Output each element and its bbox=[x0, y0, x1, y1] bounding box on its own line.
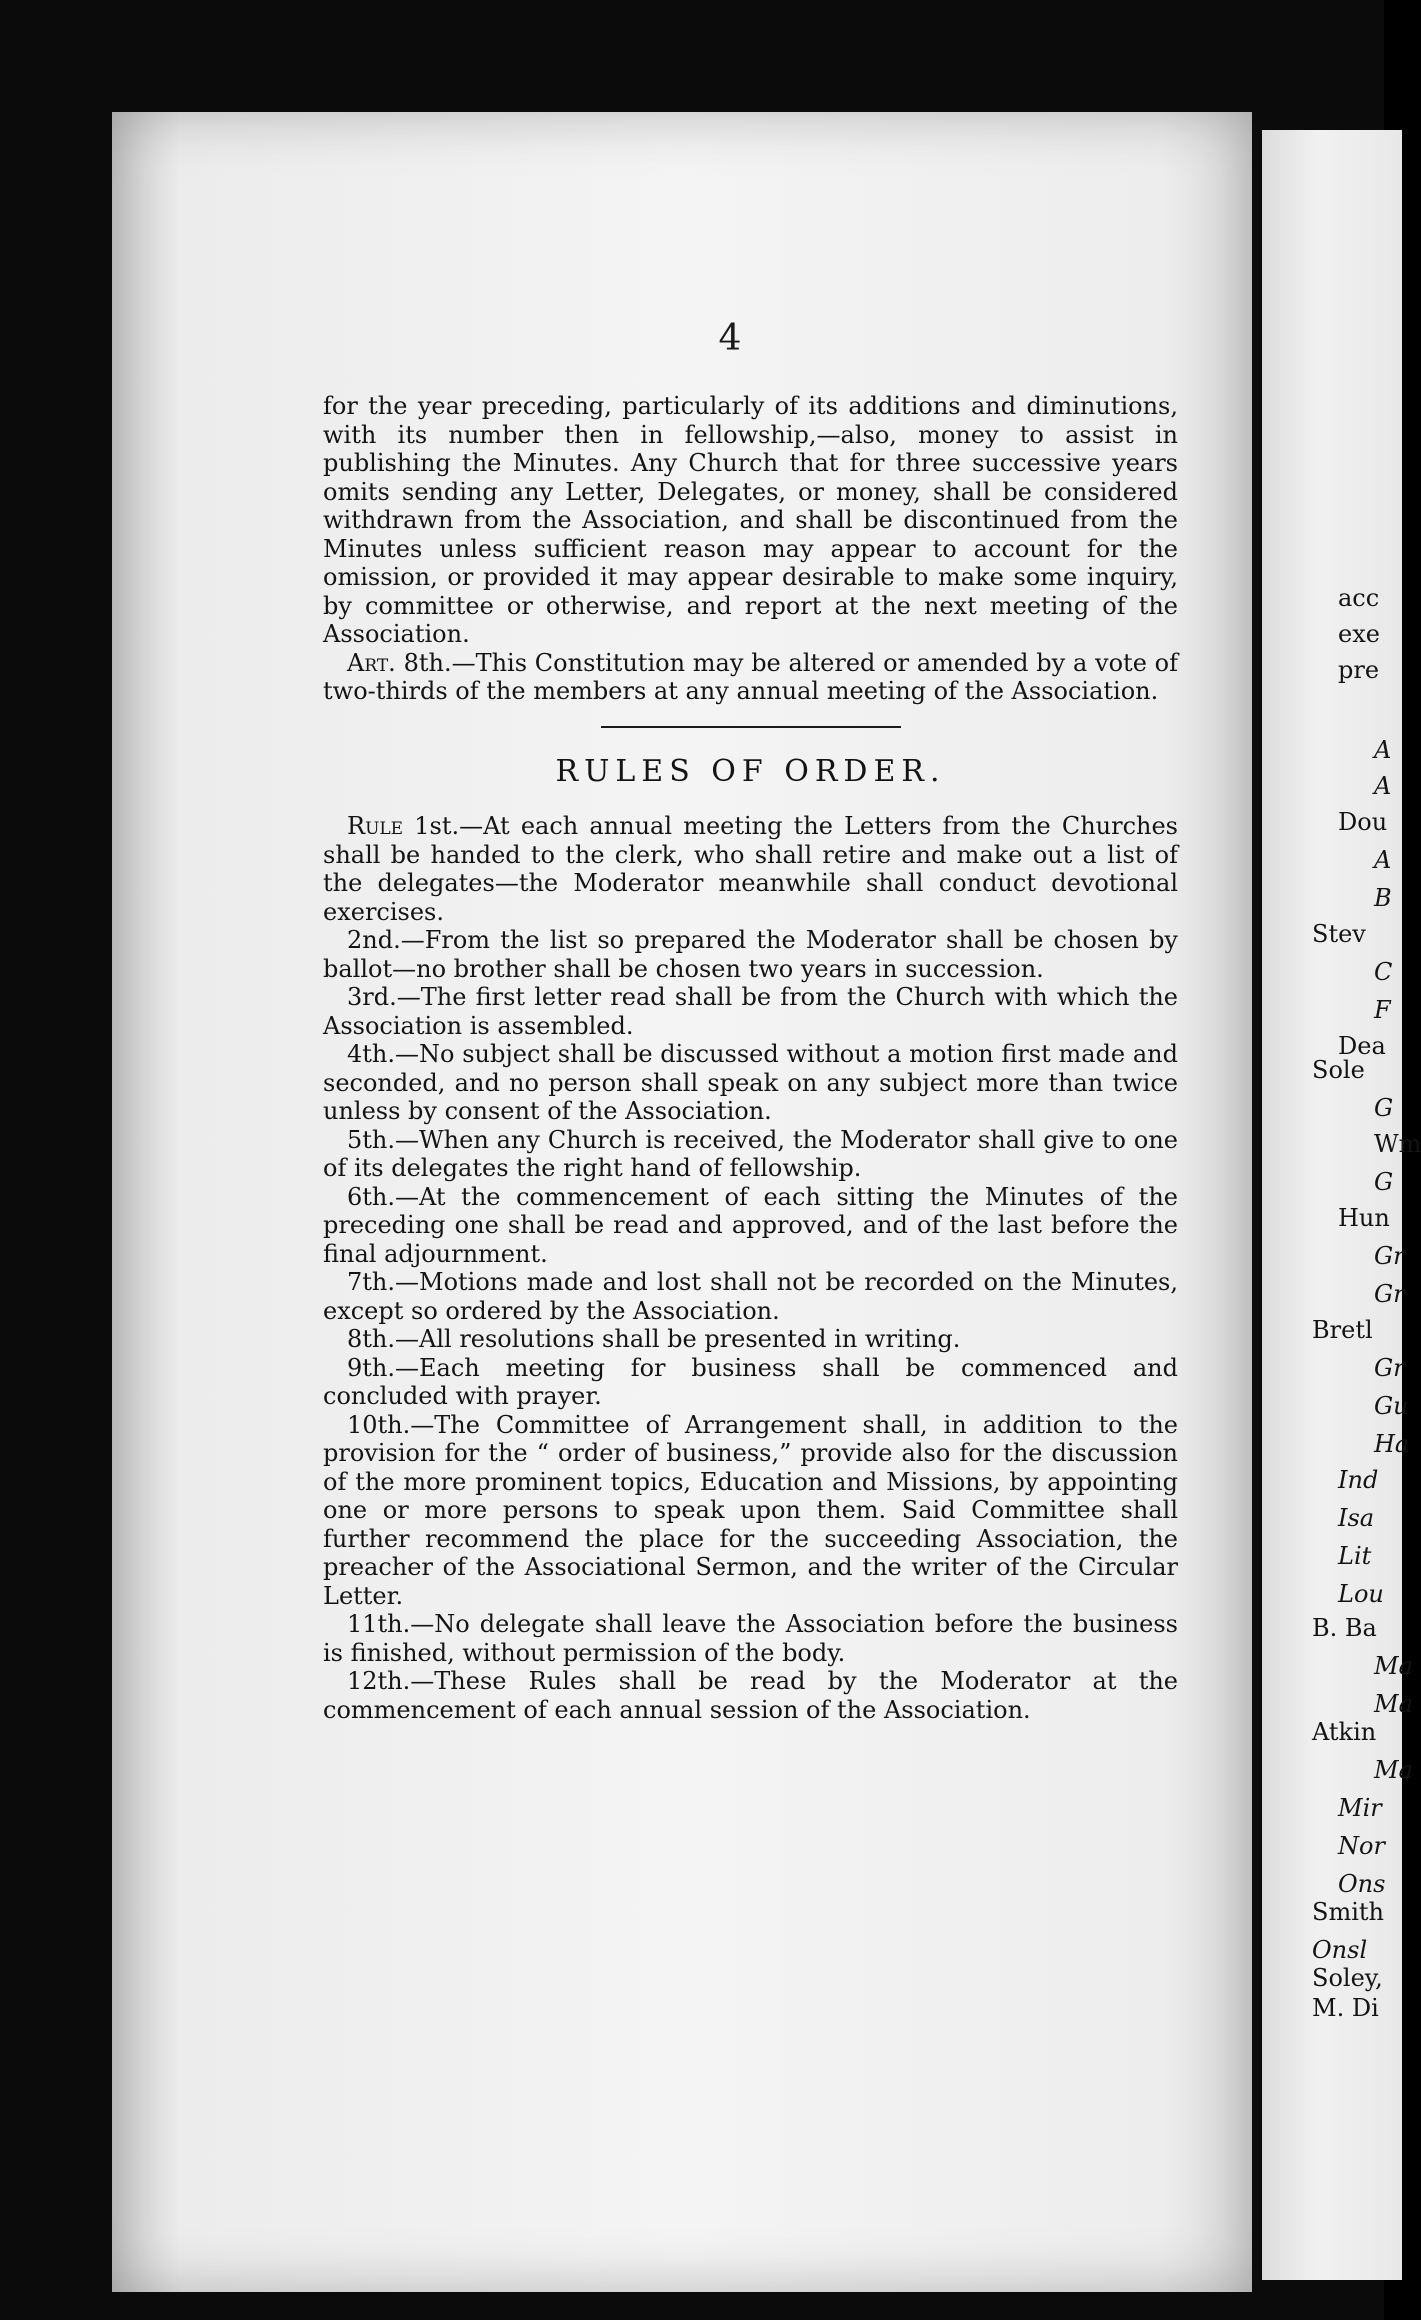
right-column-fragment: A bbox=[1374, 736, 1392, 764]
right-column-fragment: Lit bbox=[1338, 1542, 1372, 1570]
section-divider bbox=[601, 726, 901, 728]
rule-lead: Rule bbox=[347, 812, 404, 840]
right-column-fragment: Atkin bbox=[1312, 1718, 1377, 1746]
rule-text: 11th.—No delegate shall leave the Association before the business is finished, without permission of the body. bbox=[323, 1610, 1178, 1667]
right-column-fragment: exe bbox=[1338, 620, 1380, 648]
right-column-fragment: pre bbox=[1338, 656, 1380, 684]
constitution-continuation bbox=[323, 392, 1178, 706]
rule-paragraph bbox=[323, 1183, 1178, 1269]
right-column-fragment: Smith bbox=[1312, 1898, 1384, 1926]
rule-text: 6th.—At the commencement of each sitting the Minutes of the preceding one shall be read and approved, and of the last before the final adjournment. bbox=[323, 1182, 1178, 1268]
right-column-fragment: Mir bbox=[1338, 1794, 1382, 1822]
rule-text: 1st.—At each annual meeting the Letters from the Churches shall be handed to the clerk, who shall retire and make out a list of the delegates—the Moderator meanwhile shall conduct devotional exercises. bbox=[323, 812, 1178, 926]
constitution-paragraph bbox=[323, 649, 1178, 706]
right-column-fragment: Soley, bbox=[1312, 1964, 1383, 1992]
right-column-fragment: Ma bbox=[1374, 1652, 1413, 1680]
rule-paragraph bbox=[323, 1040, 1178, 1126]
right-column-fragment: Ons bbox=[1338, 1870, 1386, 1898]
rule-paragraph bbox=[323, 1354, 1178, 1411]
right-column-fragment: C bbox=[1374, 958, 1393, 986]
right-column-fragment: Lou bbox=[1338, 1580, 1384, 1608]
right-page-column-fragments bbox=[1290, 0, 1421, 2320]
rule-text: 4th.—No subject shall be discussed without a motion first made and seconded, and no person shall speak on any subject more than twice unless by consent of the Association. bbox=[323, 1040, 1178, 1125]
right-column-fragment: Isa bbox=[1338, 1504, 1375, 1532]
right-column-fragment: A bbox=[1374, 846, 1392, 874]
rule-paragraph bbox=[323, 1610, 1178, 1667]
rule-paragraph bbox=[323, 1411, 1178, 1611]
right-column-fragment: Hun bbox=[1338, 1204, 1390, 1232]
rule-text: 5th.—When any Church is received, the Moderator shall give to one of its delegates the right hand of fellowship. bbox=[323, 1125, 1178, 1182]
right-column-fragment: G bbox=[1374, 1168, 1394, 1196]
right-column-fragment: Gr bbox=[1374, 1242, 1405, 1270]
right-column-fragment: Wm bbox=[1374, 1130, 1421, 1158]
right-column-fragment: Ma bbox=[1374, 1690, 1413, 1718]
right-column-fragment: Gr bbox=[1374, 1280, 1405, 1308]
right-column-fragment: A bbox=[1374, 772, 1392, 800]
rule-paragraph bbox=[323, 926, 1178, 983]
rule-paragraph bbox=[323, 812, 1178, 926]
rule-paragraph bbox=[323, 983, 1178, 1040]
rule-text: 10th.—The Committee of Arrangement shall, in addition to the provision for the “ order of business,” provide also for the discussion of the more prominent topics, Education and Missions, by appointing one or more persons to speak upon them. Said Committee shall further recommend the place for the succeeding Association, the preacher of the Associational Sermon, and the writer of the Circular Letter. bbox=[323, 1410, 1178, 1610]
right-column-fragment: Gu bbox=[1374, 1392, 1409, 1420]
rule-text: 3rd.—The first letter read shall be from the Church with which the Association is assembled. bbox=[323, 983, 1178, 1040]
constitution-text: 8th.—This Constitution may be altered or amended by a vote of two-thirds of the members at any annual meeting of the Association. bbox=[323, 648, 1178, 705]
rule-paragraph bbox=[323, 1126, 1178, 1183]
right-column-fragment: B bbox=[1374, 884, 1392, 912]
right-column-fragment: Dea bbox=[1338, 1032, 1386, 1060]
right-column-fragment: Ha bbox=[1374, 1430, 1410, 1458]
rule-text: 2nd.—From the list so prepared the Moderator shall be chosen by ballot—no brother shall be chosen two years in succession. bbox=[323, 926, 1178, 983]
right-column-fragment: Gr bbox=[1374, 1354, 1405, 1382]
right-column-fragment: Ma bbox=[1374, 1756, 1413, 1784]
constitution-text: for the year preceding, particularly of its additions and diminutions, with its number then in fellowship,—also, money to assist in publishing the Minutes. Any Church that for three successive years omits sending any Letter, Delegates, or money, shall be considered withdrawn from the Association, and shall be discontinued from the Minutes unless sufficient reason may appear to account for the omission, or provided it may appear desirable to make some inquiry, by committee or otherwise, and report at the next meeting of the Association. bbox=[323, 392, 1178, 648]
section-heading: RULES OF ORDER. bbox=[555, 753, 946, 789]
right-column-fragment: Bretl bbox=[1312, 1316, 1373, 1344]
rules-list bbox=[323, 812, 1178, 1724]
rule-paragraph bbox=[323, 1667, 1178, 1724]
right-column-fragment: G bbox=[1374, 1094, 1394, 1122]
constitution-lead: Art. bbox=[347, 648, 396, 677]
right-column-fragment: acc bbox=[1338, 584, 1380, 612]
right-column-fragment: Nor bbox=[1338, 1832, 1385, 1860]
right-column-fragment: Onsl bbox=[1312, 1936, 1368, 1964]
rule-text: 8th.—All resolutions shall be presented in writing. bbox=[347, 1325, 961, 1353]
rule-paragraph bbox=[323, 1268, 1178, 1325]
right-column-fragment: Dou bbox=[1338, 808, 1388, 836]
constitution-paragraph bbox=[323, 392, 1178, 649]
rule-text: 12th.—These Rules shall be read by the Moderator at the commencement of each annual session of the Association. bbox=[323, 1667, 1178, 1724]
right-column-fragment: M. Di bbox=[1312, 1994, 1379, 2022]
rule-text: 7th.—Motions made and lost shall not be recorded on the Minutes, except so ordered by the Association. bbox=[323, 1268, 1178, 1325]
page-number: 4 bbox=[718, 318, 742, 359]
rule-paragraph bbox=[323, 1325, 1178, 1354]
body-text bbox=[323, 392, 1178, 1724]
right-column-fragment: F bbox=[1374, 996, 1391, 1024]
right-column-fragment: B. Ba bbox=[1312, 1614, 1377, 1642]
right-column-fragment: Sole bbox=[1312, 1056, 1365, 1084]
right-column-fragment: Ind bbox=[1338, 1466, 1379, 1494]
right-column-fragment: Stev bbox=[1312, 920, 1366, 948]
rule-text: 9th.—Each meeting for business shall be commenced and concluded with prayer. bbox=[323, 1353, 1178, 1410]
